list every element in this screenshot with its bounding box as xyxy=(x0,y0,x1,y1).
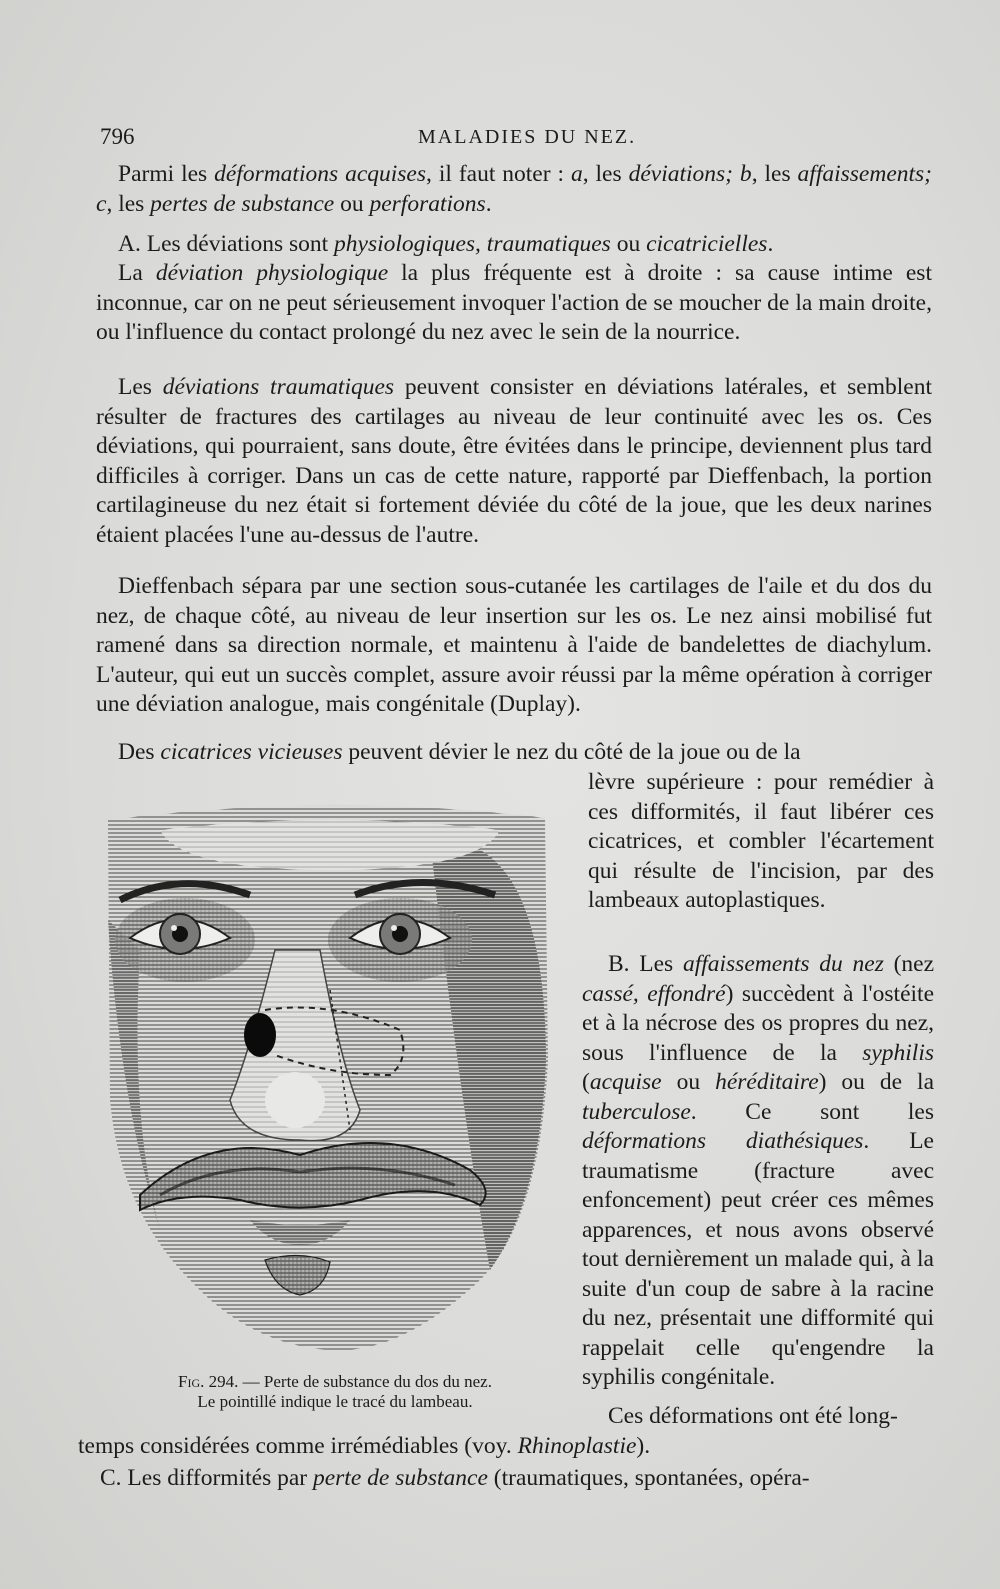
paragraph-2: A. Les déviations sont physiologiques, traumatiques ou cicatricielles. xyxy=(118,231,774,257)
paragraph-9: C. Les difformités par perte de substance (traumatiques, spontanées, opéra- xyxy=(100,1465,810,1491)
caption-line-2: Le pointillé indique le tracé du lambeau. xyxy=(197,1392,473,1411)
face-engraving xyxy=(100,800,560,1355)
figure-294-illustration xyxy=(100,800,560,1355)
paragraph-5: Dieffenbach sépara par une section sous-cutanée les cartilages de l'aile et du dos du nez, de chaque côté, au niveau de leur insertion sur les os. Le nez ainsi mobilisé fut ramené dans sa direction normale, et maintenu à l'aide de bandelettes de diachylum. L'auteur, qui eut un succès complet, assure avoir réussi par la même opération à corriger une déviation analogue, mais congénitale (Duplay). xyxy=(96,573,932,717)
running-title: MALADIES DU NEZ. xyxy=(418,126,637,148)
paragraph-7: B. Les affaissements du nez (nez cassé, effondré) succèdent à l'ostéite et à la nécrose des os propres du nez, sous l'influence de la syphilis (acquise ou héréditaire) ou de la tuberculose. Ce sont les déformations diathésiques. Le traumatisme (fracture avec enfoncement) peut créer ces mêmes apparences, et nous avons observé tout dernièrement un malade qui, à la suite d'un coup de sabre à la racine du nez, présentait une difformité qui rappelait celle qu'engendre la syphilis congénitale. xyxy=(582,951,935,1390)
figure-caption xyxy=(100,1372,570,1412)
figure-label: Fig. 294. xyxy=(178,1372,239,1391)
page-number: 796 xyxy=(100,124,135,149)
paragraph-4: Les déviations traumatiques peuvent consister en déviations latérales, et semblent résulter de fractures des cartilages au niveau de leur continuité avec les os. Ces déviations, qui pourraient, sans doute, être évitées dans le principe, deviennent plus tard difficiles à corriger. Dans un cas de cette nature, rapporté par Dieffenbach, la portion cartilagineuse du nez était si fortement déviée du côté de la joue, que les deux narines étaient placées l'une au-dessus de l'autre. xyxy=(96,374,933,548)
paragraph-8-line1: Ces déformations ont été long- xyxy=(608,1403,898,1429)
paragraph-6-cont: lèvre supérieure : pour remédier à ces difformités, il faut libérer ces cicatrices, et combler l'écartement qui résulte de l'incision, par des lambeaux autoplastiques. xyxy=(588,769,934,913)
paragraph-6-line1: Des cicatrices vicieuses peuvent dévier le nez du côté de la joue ou de la xyxy=(118,739,801,765)
caption-line-1: Fig. 294. — Perte de substance du dos du nez. xyxy=(178,1372,492,1391)
page-header xyxy=(100,124,940,154)
paragraph-1: Parmi les déformations acquises, il faut noter : a, les déviations; b, les affaissements; c, les pertes de substance ou perforations. xyxy=(96,161,933,217)
paragraph-8-line2: temps considérées comme irrémédiables (voy. Rhinoplastie). xyxy=(78,1433,651,1459)
nasal-perforation xyxy=(244,1013,276,1057)
paragraph-3: La déviation physiologique la plus fréquente est à droite : sa cause intime est inconnue, car on ne peut sérieusement invoquer l'action de se moucher de la main droite, ou l'influence du contact prolongé du nez avec le sein de la nourrice. xyxy=(96,260,932,345)
